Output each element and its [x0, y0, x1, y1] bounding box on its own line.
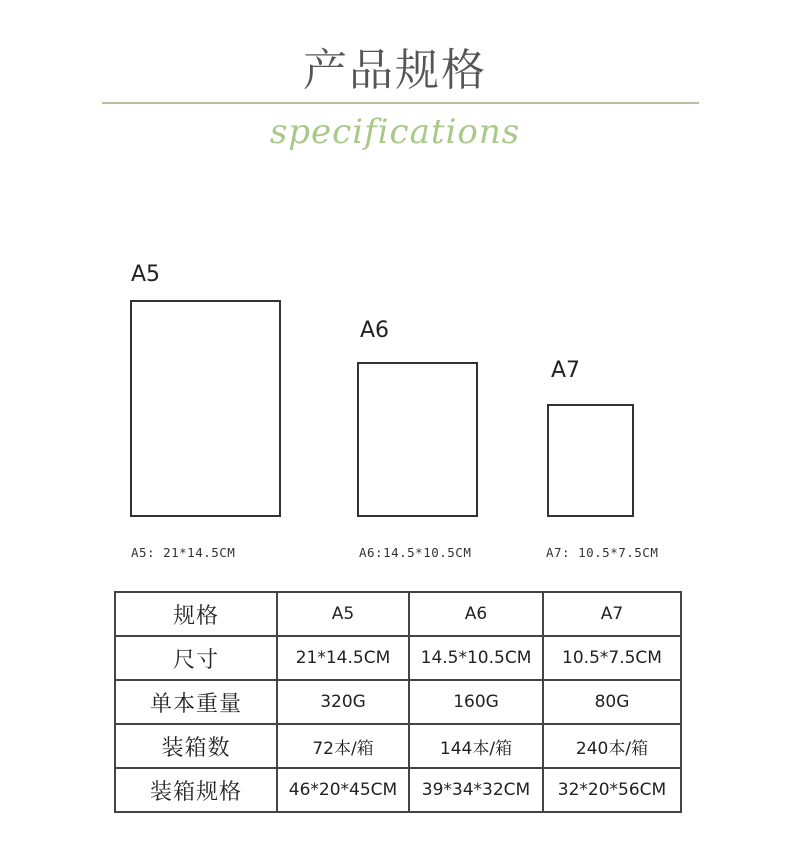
size-caption-a5: A5: 21*14.5CM — [131, 545, 236, 560]
size-box-a5 — [130, 300, 281, 517]
page-subtitle: specifications — [269, 112, 521, 152]
table-cell: A7 — [543, 592, 681, 636]
table-cell: 72本/箱 — [277, 724, 409, 768]
table-cell: 80G — [543, 680, 681, 724]
table-row — [115, 636, 681, 680]
table-row — [115, 592, 681, 636]
size-label-a7: A7 — [551, 358, 581, 383]
table-cell: 240本/箱 — [543, 724, 681, 768]
page-title: 产品规格 — [303, 45, 487, 96]
table-cell: 32*20*56CM — [543, 768, 681, 812]
size-label-a6: A6 — [360, 318, 390, 343]
table-cell: 14.5*10.5CM — [409, 636, 543, 680]
size-box-a6 — [357, 362, 478, 517]
table-cell: 160G — [409, 680, 543, 724]
table-cell: 144本/箱 — [409, 724, 543, 768]
table-row — [115, 680, 681, 724]
row-header: 规格 — [115, 592, 277, 636]
row-header: 尺寸 — [115, 636, 277, 680]
size-label-a5: A5 — [131, 262, 161, 287]
table-row — [115, 724, 681, 768]
table-cell: 46*20*45CM — [277, 768, 409, 812]
row-header: 装箱数 — [115, 724, 277, 768]
table-cell: A6 — [409, 592, 543, 636]
row-header: 装箱规格 — [115, 768, 277, 812]
divider — [102, 102, 699, 104]
size-box-a7 — [547, 404, 634, 517]
size-caption-a7: A7: 10.5*7.5CM — [546, 545, 659, 560]
table-cell: 39*34*32CM — [409, 768, 543, 812]
spec-table — [114, 591, 682, 813]
table-cell: A5 — [277, 592, 409, 636]
table-cell: 21*14.5CM — [277, 636, 409, 680]
row-header: 单本重量 — [115, 680, 277, 724]
table-cell: 10.5*7.5CM — [543, 636, 681, 680]
table-cell: 320G — [277, 680, 409, 724]
size-caption-a6: A6:14.5*10.5CM — [359, 545, 472, 560]
table-row — [115, 768, 681, 812]
